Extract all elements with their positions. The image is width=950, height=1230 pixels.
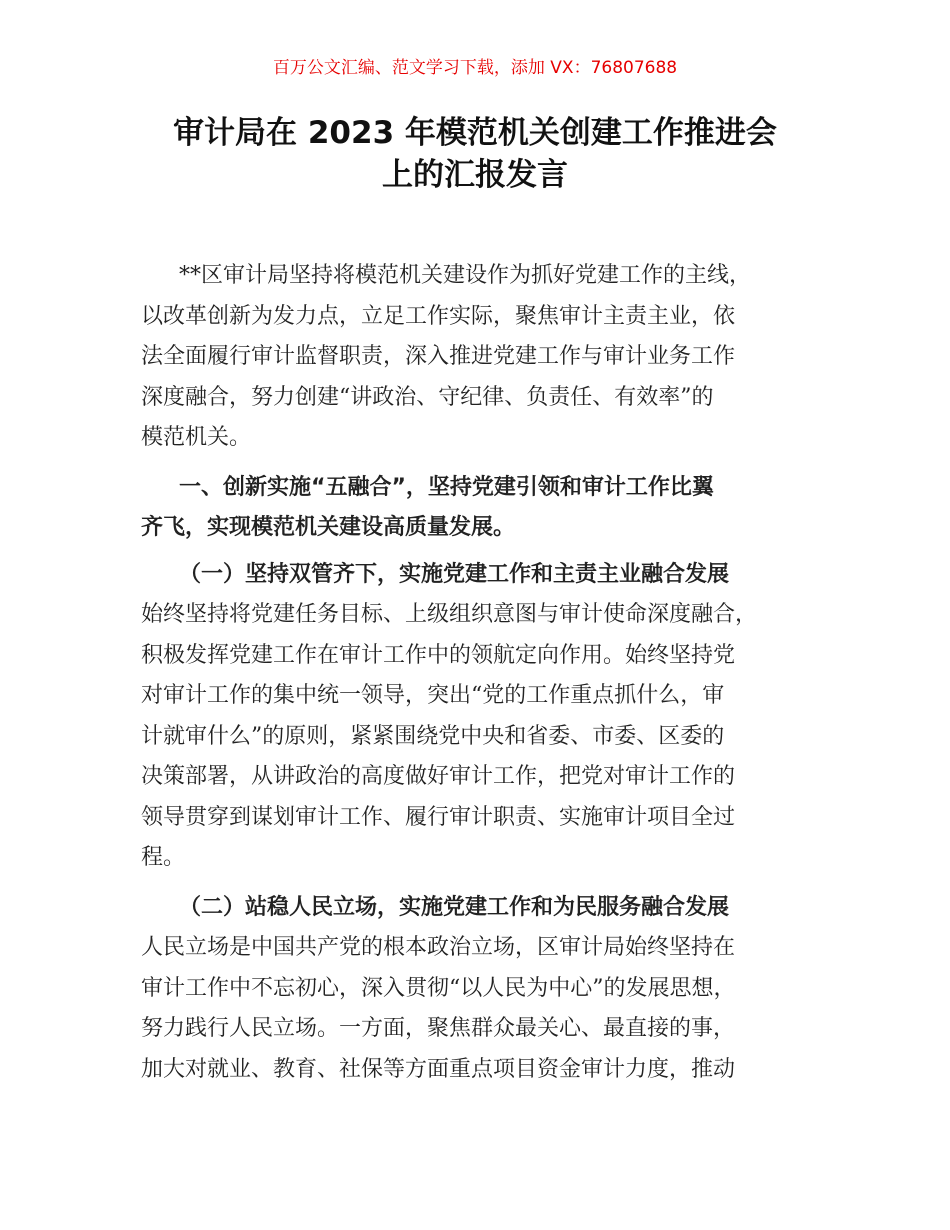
subsection-2	[141, 888, 821, 1091]
subsection-line: 计就审什么”的原则，紧紧围绕党中央和省委、市委、区委的	[141, 723, 725, 749]
subsection-line: 领导贯穿到谋划审计工作、履行审计职责、实施审计项目全过	[141, 804, 736, 830]
subsection-line: 程。	[141, 845, 186, 870]
subsection-1-heading: （一）坚持双管齐下，实施党建工作和主责主业融合发展	[179, 561, 730, 587]
subsection-line: 人民立场是中国共产党的根本政治立场，区审计局始终坚持在	[141, 935, 736, 960]
intro-paragraph	[141, 256, 821, 459]
subsection-line: 努力践行人民立场。一方面，聚焦群众最关心、最直接的事，	[141, 1016, 736, 1041]
subsection-line: 对审计工作的集中统一领导，突出“党的工作重点抓什么，审	[141, 683, 725, 708]
intro-line: 深度融合，努力创建“讲政治、守纪律、负责任、有效率”的	[141, 384, 714, 410]
section-heading-line: 一、创新实施“五融合”，坚持党建引领和审计工作比翼	[179, 474, 714, 500]
subsection-line: 加大对就业、教育、社保等方面重点项目资金审计力度，推动	[141, 1056, 736, 1082]
intro-line: **区审计局坚持将模范机关建设作为抓好党建工作的主线，	[179, 263, 752, 288]
intro-line: 法全面履行审计监督职责，深入推进党建工作与审计业务工作	[141, 344, 736, 369]
subsection-1	[141, 555, 821, 879]
document-title	[100, 112, 850, 196]
subsection-line: 积极发挥党建工作在审计工作中的领航定向作用。始终坚持党	[141, 642, 736, 668]
subsection-2-heading: （二）站稳人民立场，实施党建工作和为民服务融合发展	[179, 894, 730, 920]
section-heading-line: 齐飞，实现模范机关建设高质量发展。	[141, 515, 516, 540]
watermark-banner: 百万公文汇编、范文学习下载，添加 VX：76807688	[272, 58, 678, 78]
section-1-heading	[141, 468, 821, 549]
title-line-1: 审计局在 2023 年模范机关创建工作推进会	[173, 115, 777, 151]
intro-line: 以改革创新为发力点，立足工作实际，聚焦审计主责主业，依	[141, 303, 736, 329]
subsection-line: 审计工作中不忘初心，深入贯彻“以人民为中心”的发展思想，	[141, 975, 736, 1001]
intro-line: 模范机关。	[141, 425, 252, 450]
title-line-2: 上的汇报发言	[382, 157, 568, 193]
subsection-line: 决策部署，从讲政治的高度做好审计工作，把党对审计工作的	[141, 764, 736, 789]
document-body	[141, 256, 821, 1090]
subsection-line: 始终坚持将党建任务目标、上级组织意图与审计使命深度融合，	[141, 602, 758, 627]
